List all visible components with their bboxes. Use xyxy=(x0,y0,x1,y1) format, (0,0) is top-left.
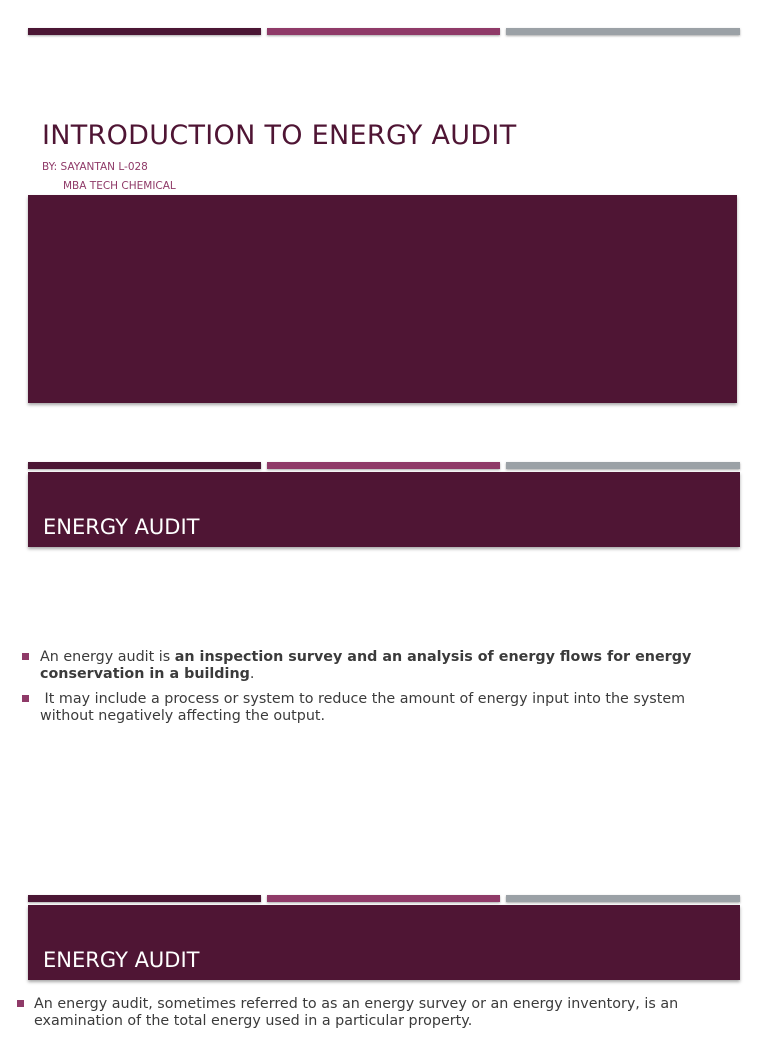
accent-bar-maroon xyxy=(28,462,261,469)
accent-bar-gray xyxy=(506,28,740,35)
slide1-accent-bars xyxy=(28,28,740,35)
bullet-text: An energy audit, sometimes referred to as an energy survey or an energy inventory, is an examination of the total energy used in a particular property. xyxy=(34,996,679,1029)
square-bullet-icon xyxy=(22,653,29,660)
square-bullet-icon xyxy=(17,1000,24,1007)
list-item xyxy=(40,691,730,725)
slide2-bullet-list xyxy=(40,649,730,733)
bullet-text: An energy audit is xyxy=(40,649,175,665)
accent-bar-gray xyxy=(506,462,740,469)
bullet-text: It may include a process or system to reduce the amount of energy input into the system without negatively affecting the output. xyxy=(40,691,690,724)
accent-bar-magenta xyxy=(267,895,500,902)
slide1-image-block xyxy=(28,195,737,403)
accent-bar-gray xyxy=(506,895,740,902)
accent-bar-magenta xyxy=(267,462,500,469)
list-item xyxy=(40,649,730,683)
bullet-emphasis: an inspection survey and an analysis of energy flows for energy conservation in a building xyxy=(40,649,692,682)
list-item xyxy=(34,996,734,1030)
slide1-program: MBA TECH CHEMICAL xyxy=(63,180,176,192)
accent-bar-maroon xyxy=(28,895,261,902)
bullet-text-end: . xyxy=(249,666,255,682)
slide1-author: BY: SAYANTAN L-028 xyxy=(42,161,148,173)
slide2-title: ENERGY AUDIT xyxy=(43,515,200,539)
slide3-bullet-list xyxy=(34,996,734,1038)
slide3-title: ENERGY AUDIT xyxy=(43,948,200,972)
slide2-title-banner xyxy=(28,472,740,547)
slide1-title: INTRODUCTION TO ENERGY AUDIT xyxy=(42,120,517,151)
square-bullet-icon xyxy=(22,695,29,702)
slide2-accent-bars xyxy=(28,462,740,469)
slide3-accent-bars xyxy=(28,895,740,902)
slide3-title-banner xyxy=(28,905,740,980)
accent-bar-maroon xyxy=(28,28,261,35)
accent-bar-magenta xyxy=(267,28,500,35)
